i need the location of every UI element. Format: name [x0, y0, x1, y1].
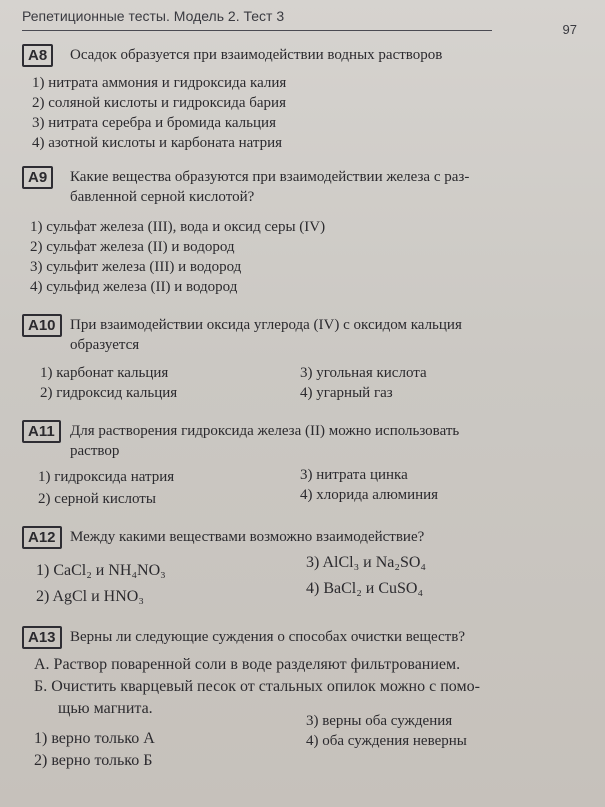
question-text-line-1: Какие вещества образуются при взаимодействии железа с раз- [70, 169, 470, 185]
answer-option[interactable]: 4) угарный газ [300, 385, 393, 401]
question-a9 [22, 166, 575, 298]
answer-option[interactable]: 2) гидроксид кальция [40, 385, 178, 401]
answer-option[interactable]: 4) азотной кислоты и карбоната натрия [32, 135, 283, 151]
answer-option[interactable]: 3) сульфит железа (III) и водород [30, 259, 242, 275]
answer-option[interactable]: 1) CaCl₂ и NH₄NO₃ [36, 562, 166, 579]
question-text-line-2: раствор [70, 443, 120, 459]
question-text: Верны ли следующие суждения о способах очистки веществ? [70, 629, 465, 645]
question-a12 [22, 526, 575, 612]
answer-option[interactable]: 2) серной кислоты [38, 491, 156, 507]
answer-option[interactable]: 1) нитрата аммония и гидроксида калия [32, 75, 287, 91]
question-text-line-1: Для растворения гидроксида железа (II) можно использовать [70, 423, 460, 439]
question-a8 [22, 44, 575, 156]
answer-option[interactable]: 1) сульфат железа (III), вода и оксид серы (IV) [30, 219, 326, 235]
question-number: A10 [22, 314, 62, 337]
statement-b-line-1: Б. Очистить кварцевый песок от стальных опилок можно с помо- [34, 678, 480, 695]
answer-option[interactable]: 3) угольная кислота [300, 365, 427, 381]
question-number: A9 [22, 166, 53, 189]
answer-option[interactable]: 2) соляной кислоты и гидроксида бария [32, 95, 286, 111]
question-text: Осадок образуется при взаимодействии водных растворов [70, 47, 443, 63]
question-text-line-2: образуется [70, 337, 140, 353]
question-number: A11 [22, 420, 61, 443]
answer-option[interactable]: 2) верно только Б [34, 752, 153, 769]
header-rule [22, 30, 492, 31]
question-text: Между какими веществами возможно взаимодействие? [70, 529, 425, 545]
question-number: A13 [22, 626, 62, 649]
statement-b-line-2: щью магнита. [58, 700, 153, 717]
page-header [22, 6, 585, 36]
question-number: A8 [22, 44, 53, 67]
answer-option[interactable]: 1) верно только А [34, 730, 155, 747]
answer-option[interactable]: 4) BaCl₂ и CuSO₄ [306, 580, 424, 597]
answer-option[interactable]: 4) оба суждения неверны [306, 733, 467, 749]
answer-option[interactable]: 1) карбонат кальция [40, 365, 169, 381]
question-a13 [22, 626, 575, 776]
answer-option[interactable]: 3) AlCl₃ и Na₂SO₄ [306, 554, 426, 571]
answer-option[interactable]: 4) хлорида алюминия [300, 487, 439, 503]
question-text-line-1: При взаимодействии оксида углерода (IV) с оксидом кальция [70, 317, 462, 333]
question-a11 [22, 420, 575, 512]
statement-a: А. Раствор поваренной соли в воде разделяют фильтрованием. [34, 656, 461, 673]
answer-option[interactable]: 2) сульфат железа (II) и водород [30, 239, 235, 255]
answer-option[interactable]: 3) нитрата цинка [300, 467, 408, 483]
answer-option[interactable]: 1) гидроксида натрия [38, 469, 175, 485]
running-title: Репетиционные тесты. Модель 2. Тест 3 [22, 8, 285, 24]
question-text-line-2: бавленной серной кислотой? [70, 189, 255, 205]
question-number: A12 [22, 526, 62, 549]
answer-option[interactable]: 4) сульфид железа (II) и водород [30, 279, 238, 295]
question-a10 [22, 314, 575, 406]
page-number: 97 [562, 22, 577, 37]
answer-option[interactable]: 3) нитрата серебра и бромида кальция [32, 115, 276, 131]
answer-option[interactable]: 2) AgCl и HNO₃ [36, 588, 144, 605]
answer-option[interactable]: 3) верны оба суждения [306, 713, 453, 729]
